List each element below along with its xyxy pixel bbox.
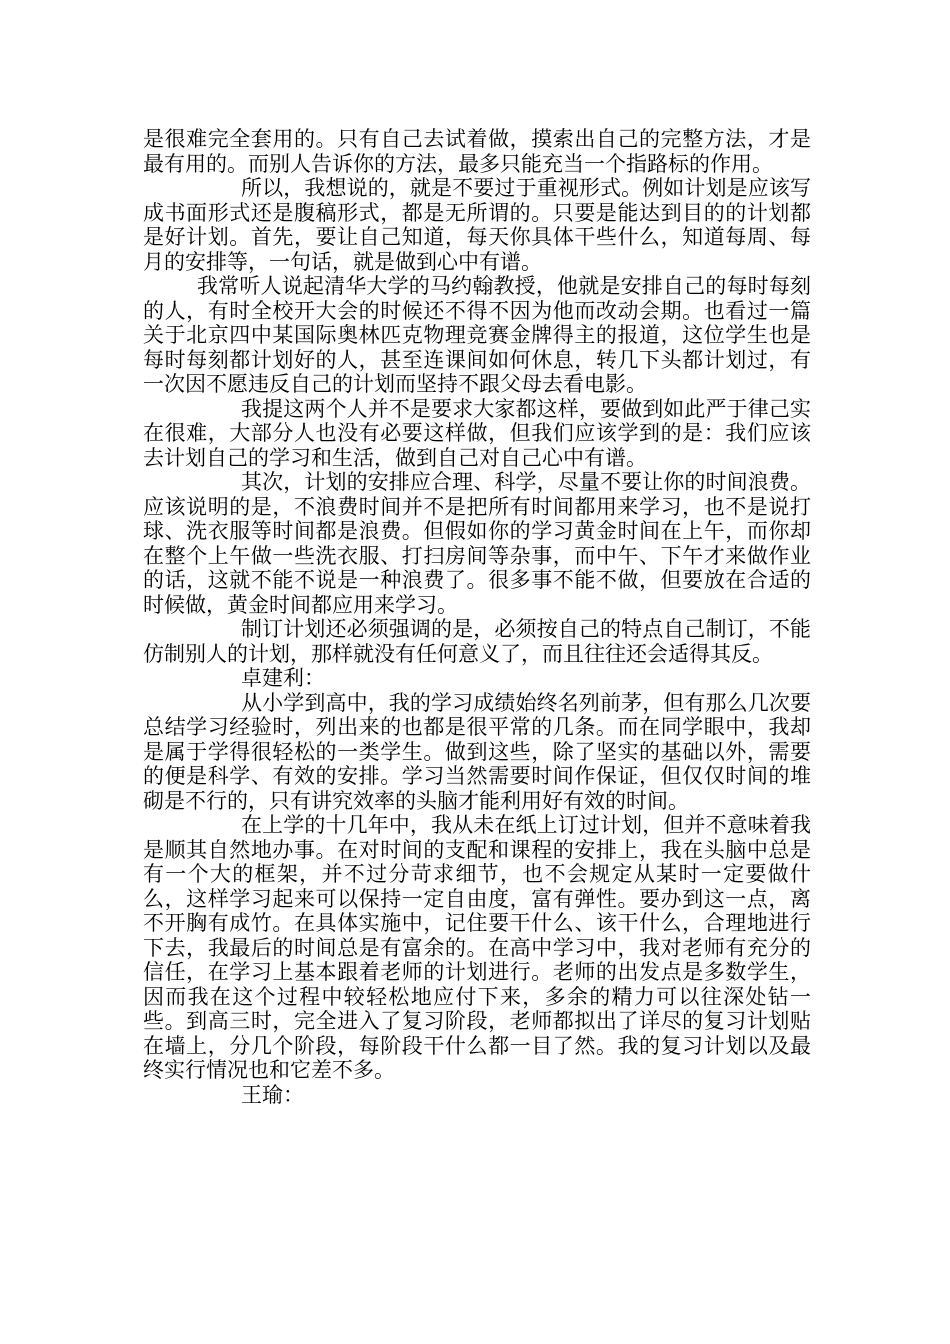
speaker-name-wang: 王瑜： xyxy=(241,1082,304,1107)
paragraph-1: 是很难完全套用的。只有自己去试着做，摸索出自己的完整方法，才是最有用的。而别人告诉你的方法，最多只能充当一个指路标的作用。 xyxy=(143,127,811,176)
speaker-name-zhuo: 卓建利： xyxy=(241,666,325,690)
paragraph-6: 制订计划还必须强调的是，必须按自己的特点自己制订，不能仿制别人的计划，那样就没有任何意义了，而且往往还会适得其反。 xyxy=(143,617,811,666)
paragraph-5: 其次，计划的安排应合理、科学，尽量不要让你的时间浪费。应该说明的是，不浪费时间并不是把所有时间都用来学习，也不是说打球、洗衣服等时间都是浪费。但假如你的学习黄金时间在上午，而你却在整个上午做一些洗衣服、打扫房间等杂事，而中午、下午才来做作业的话，这就不能不说是一种浪费了。很多事不能不做，但要放在合适的时候做，黄金时间都应用来学习。 xyxy=(143,470,811,617)
paragraph-7: 从小学到高中，我的学习成绩始终名列前茅，但有那么几次要总结学习经验时，列出来的也都是很平常的几条。而在同学眼中，我却是属于学得很轻松的一类学生。做到这些，除了坚实的基础以外，需要的便是科学、有效的安排。学习当然需要时间作保证，但仅仅时间的堆砌是不行的，只有讲究效率的头脑才能利用好有效的时间。 xyxy=(143,690,811,813)
paragraph-2: 所以，我想说的，就是不要过于重视形式。例如计划是应该写成书面形式还是腹稿形式，都是无所谓的。只要是能达到目的的计划都是好计划。首先，要让自己知道，每天你具体干些什么，知道每周、每月的安排等，一句话，就是做到心中有谱。 xyxy=(143,176,811,274)
paragraph-3: 我常听人说起清华大学的马约翰教授，他就是安排自己的每时每刻的人，有时全校开大会的时候还不得不因为他而改动会期。也看过一篇关于北京四中某国际奥林匹克物理竞赛金牌得主的报道，这位学生也是每时每刻都计划好的人，甚至连课间如何休息，转几下头都计划过，有一次因不愿违反自己的计划而坚持不跟父母去看电影。 xyxy=(143,274,811,396)
document-body xyxy=(143,127,811,1107)
paragraph-8: 在上学的十几年中，我从未在纸上订过计划，但并不意味着我是顺其自然地办事。在对时间的支配和课程的安排上，我在头脑中总是有一个大的框架，并不过分苛求细节，也不会规定从某时一定要做什么，这样学习起来可以保持一定自由度，富有弹性。要办到这一点，离不开胸有成竹。在具体实施中，记住要干什么、该干什么，合理地进行下去，我最后的时间总是有富余的。在高中学习中，我对老师有充分的信任，在学习上基本跟着老师的计划进行。老师的出发点是多数学生，因而我在这个过程中较轻松地应付下来，多余的精力可以往深处钻一些。到高三时，完全进入了复习阶段，老师都拟出了详尽的复习计划贴在墙上，分几个阶段，每阶段干什么都一目了然。我的复习计划以及最终实行情况也和它差不多。 xyxy=(143,813,811,1082)
paragraph-4: 我提这两个人并不是要求大家都这样，要做到如此严于律己实在很难，大部分人也没有必要这样做，但我们应该学到的是：我们应该去计划自己的学习和生活，做到自己对自己心中有谱。 xyxy=(143,396,811,470)
